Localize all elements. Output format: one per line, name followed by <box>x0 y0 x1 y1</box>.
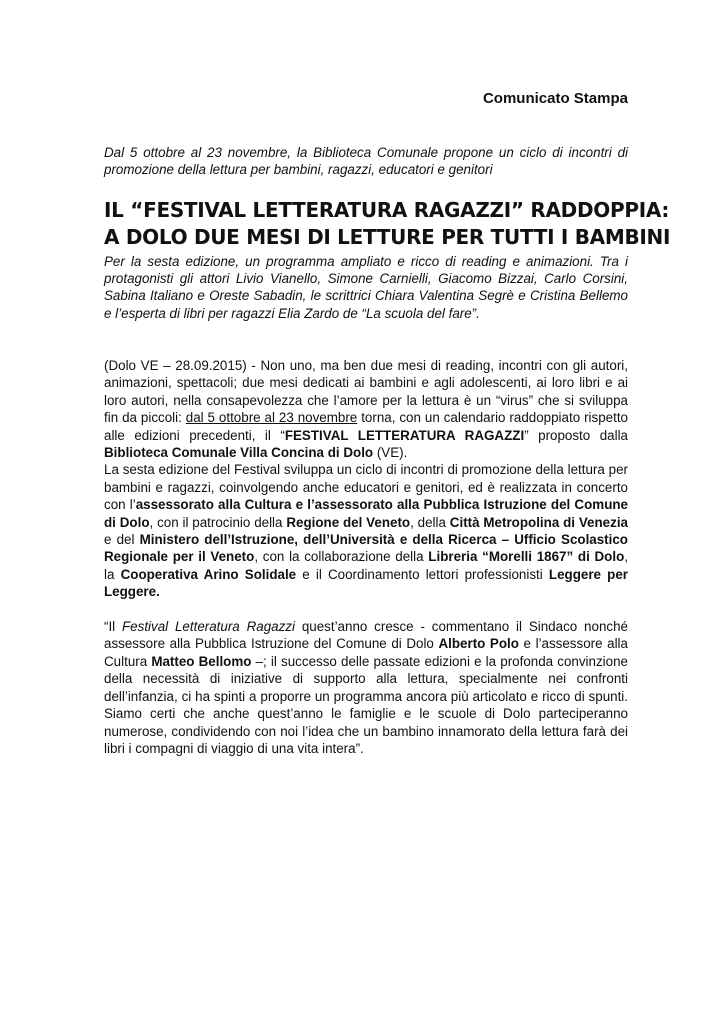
paragraph-announcement <box>104 357 628 461</box>
headline-line-1: IL “FESTIVAL LETTERATURA RAGAZZI” RADDOPPIA: <box>104 198 670 222</box>
text-segment: ” proposto dalla <box>524 427 628 443</box>
text-segment: “Il <box>104 619 122 635</box>
headline-line-2: A DOLO DUE MESI DI LETTURE PER TUTTI I BAMBINI <box>104 225 671 249</box>
regione-name: Regione del Veneto <box>286 514 411 530</box>
library-name: Biblioteca Comunale Villa Concina di Dolo <box>104 445 374 461</box>
citta-name: Città Metropolina di Venezia <box>449 514 628 530</box>
article-body <box>104 357 628 757</box>
text-segment: e il Coordinamento lettori professionisti <box>296 566 549 582</box>
headline <box>104 197 671 251</box>
text-segment: quest’anno cresce - commentano il Sindaco nonché assessore alla Pubblica Istruzione del Comune di Dolo <box>104 619 628 652</box>
leggere-name: Leggere per Leggere. <box>104 566 628 600</box>
paragraph-partners <box>104 461 628 600</box>
text-segment: (Dolo VE – 28.09.2015) - Non uno, ma ben due mesi di reading, incontri con gli autori, animazioni, spettacoli; due mesi dedicati ai bambini e agli adolescenti, ai loro libri e ai loro autori, nella consapevolezza che l’amore per la lettura è un “virus” che si sviluppa fin da piccoli: <box>104 358 628 426</box>
festival-name: FESTIVAL LETTERATURA RAGAZZI <box>284 427 525 443</box>
text-segment: –; il successo delle passate edizioni e la profonda convinzione della necessità di iniziative di supporto alla lettura, specialmente nei confronti dell’infanzia, ci ha spinti a proporre un programma ancora più articolato e ricco di spunti. Siamo certi che anche quest’anno le famiglie e le scuole di Dolo parteciperanno numerose, condividendo con noi l’idea che un bambino innamorato della lettura farà dei libri i compagni di viaggio di una vita intera”. <box>104 653 628 756</box>
text-segment: La sesta edizione del Festival sviluppa un ciclo di incontri di promozione della lettura per bambini e ragazzi, coinvolgendo anche educatori e genitori, ed è realizzata in concerto con l’ <box>104 462 628 513</box>
text-segment: e del <box>104 532 140 548</box>
text-segment: (VE). <box>373 445 408 461</box>
ministero-name: Ministero dell’Istruzione, dell’Università e della Ricerca – Ufficio Scolastico Regionale per il Veneto <box>104 532 628 565</box>
text-segment: , la <box>104 549 628 582</box>
press-release-label: Comunicato Stampa <box>482 90 628 107</box>
mayor-name: Alberto Polo <box>438 636 519 652</box>
summary-text: Per la sesta edizione, un programma ampliato e ricco di reading e animazioni. Tra i protagonisti gli attori Livio Vianello, Simone Carnielli, Giacomo Bizzai, Carlo Corsini, Sabina Italiano e Oreste Sabadin, le scrittrici Chiara Valentina Segrè e Cristina Bellemo e l’esperta di libri per ragazzi Elia Zardo de “La scuola del fare”. <box>104 254 628 321</box>
paragraph-quote <box>104 618 628 757</box>
text-segment: , con il patrocinio della <box>149 514 287 530</box>
intro-text: Dal 5 ottobre al 23 novembre, la Biblioteca Comunale propone un ciclo di incontri di promozione della lettura per bambini, ragazzi, educatori e genitori <box>104 145 628 177</box>
text-segment: , della <box>410 514 450 530</box>
text-segment: torna, con un calendario raddoppiato rispetto alle edizioni precedenti, il “ <box>104 410 628 443</box>
libreria-name: Libreria “Morelli 1867” di Dolo <box>428 549 625 565</box>
assessorati-name: assessorato alla Cultura e l’assessorato alla Pubblica Istruzione del Comune di Dolo <box>104 497 628 530</box>
text-segment: , con la collaborazione della <box>254 549 429 565</box>
festival-dates: dal 5 ottobre al 23 novembre <box>185 410 358 426</box>
text-segment: e l’assessore alla Cultura <box>104 636 628 669</box>
cooperativa-name: Cooperativa Arino Solidale <box>120 566 297 582</box>
assessore-name: Matteo Bellomo <box>151 653 252 669</box>
festival-name-italic: Festival Letteratura Ragazzi <box>122 619 295 635</box>
